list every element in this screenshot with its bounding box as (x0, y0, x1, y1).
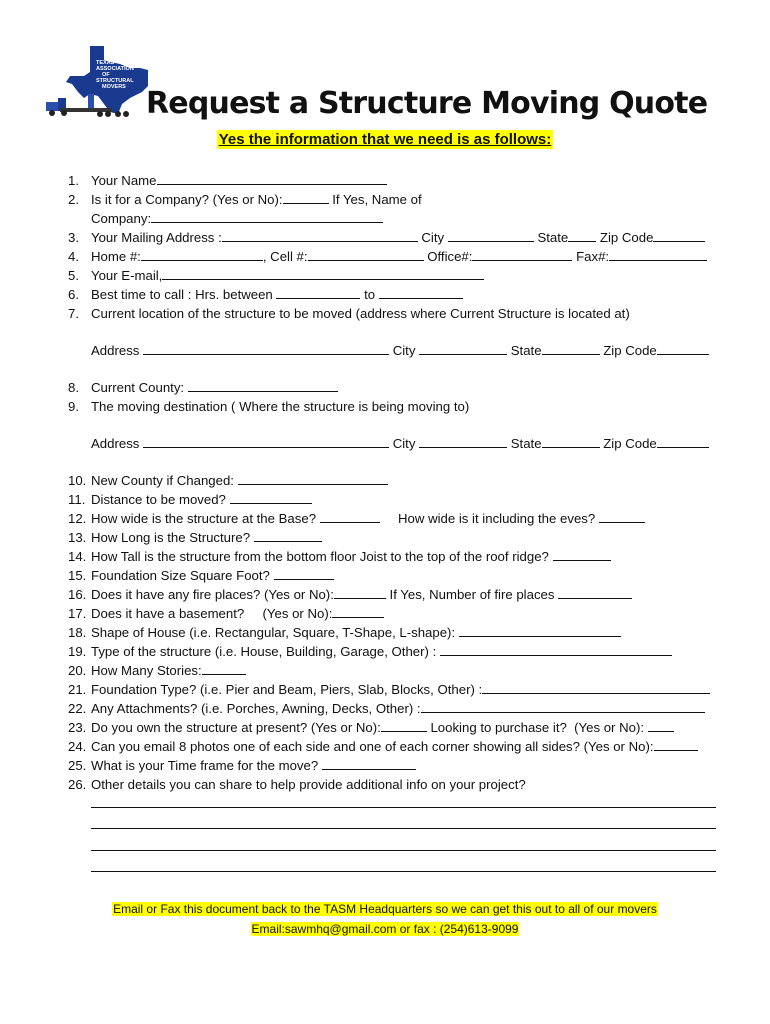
svg-text:ASSOCIATION: ASSOCIATION (96, 66, 134, 72)
item-number: 3. (68, 230, 79, 245)
base-width-field[interactable] (320, 511, 380, 523)
item-your-name: Your Name (91, 173, 387, 189)
item-length: How Long is the Structure? (91, 530, 322, 546)
item-phones: Home #: , Cell #: Office#: Fax#: (91, 249, 707, 265)
item-current-location: Current location of the structure to be moved (address where Current Structure is located at) (91, 306, 630, 321)
item-own-structure: Do you own the structure at present? (Yes or No): Looking to purchase it? (Yes or No): (91, 720, 674, 736)
item-number: 15. (68, 568, 87, 583)
cell-phone-field[interactable] (308, 249, 424, 261)
new-county-field[interactable] (238, 473, 388, 485)
email-field[interactable] (162, 268, 484, 280)
item-number: 8. (68, 380, 79, 395)
svg-text:STRUCTURAL: STRUCTURAL (96, 78, 134, 84)
item-time-frame: What is your Time frame for the move? (91, 758, 416, 774)
item-number: 23. (68, 720, 87, 735)
item-number: 13. (68, 530, 87, 545)
item-number: 22. (68, 701, 87, 716)
destination-state-field[interactable] (542, 436, 600, 448)
current-address-field[interactable] (143, 343, 389, 355)
item-number: 12. (68, 511, 87, 526)
item-number: 21. (68, 682, 87, 697)
current-zip-field[interactable] (657, 343, 709, 355)
eves-width-field[interactable] (599, 511, 645, 523)
item-stories: How Many Stories: (91, 663, 246, 679)
company-yes-no-field[interactable] (283, 192, 329, 204)
footer-contact: Email:sawmhq@gmail.com or fax : (254)613-9099 (251, 922, 519, 936)
time-frame-field[interactable] (322, 758, 416, 770)
current-address-line: Address City State Zip Code (91, 343, 709, 359)
item-number: 7. (68, 306, 79, 321)
other-details-line-4[interactable] (91, 871, 716, 872)
item-other-details: Other details you can share to help provide additional info on your project? (91, 777, 526, 792)
page-title: Request a Structure Moving Quote (146, 86, 708, 121)
current-state-field[interactable] (542, 343, 600, 355)
item-distance: Distance to be moved? (91, 492, 312, 508)
item-number: 2. (68, 192, 79, 207)
other-details-line-3[interactable] (91, 850, 716, 851)
tasm-logo (44, 42, 152, 122)
home-phone-field[interactable] (141, 249, 263, 261)
destination-address-field[interactable] (143, 436, 389, 448)
item-destination: The moving destination ( Where the structure is being moving to) (91, 399, 470, 414)
item-current-county: Current County: (91, 380, 338, 396)
current-city-field[interactable] (419, 343, 507, 355)
item-number: 6. (68, 287, 79, 302)
item-number: 26. (68, 777, 87, 792)
item-width: How wide is the structure at the Base? How wide is it including the eves? (91, 511, 645, 527)
height-field[interactable] (553, 549, 611, 561)
zip-field[interactable] (653, 230, 705, 242)
svg-text:TEXAS: TEXAS (96, 60, 115, 66)
fire-places-yes-no-field[interactable] (334, 587, 386, 599)
item-new-county: New County if Changed: (91, 473, 388, 489)
other-details-line-1[interactable] (91, 807, 716, 808)
item-number: 11. (68, 492, 86, 507)
item-number: 10. (68, 473, 87, 488)
item-attachments: Any Attachments? (i.e. Porches, Awning, Decks, Other) : (91, 701, 705, 717)
basement-field[interactable] (332, 606, 384, 618)
company-name-field[interactable] (151, 211, 383, 223)
shape-field[interactable] (459, 625, 621, 637)
item-company-name: Company: (91, 211, 383, 227)
other-details-line-2[interactable] (91, 828, 716, 829)
foundation-size-field[interactable] (274, 568, 334, 580)
item-number: 24. (68, 739, 87, 754)
destination-zip-field[interactable] (657, 436, 709, 448)
item-best-time: Best time to call : Hrs. between to (91, 287, 463, 303)
photos-field[interactable] (654, 739, 698, 751)
item-number: 17. (68, 606, 87, 621)
item-basement: Does it have a basement? (Yes or No): (91, 606, 384, 622)
item-fire-places: Does it have any fire places? (Yes or No): If Yes, Number of fire places (91, 587, 632, 603)
stories-field[interactable] (202, 663, 246, 675)
structure-type-field[interactable] (440, 644, 672, 656)
current-county-field[interactable] (188, 380, 338, 392)
item-number: 20. (68, 663, 87, 678)
item-email: Your E-mail, (91, 268, 484, 284)
attachments-field[interactable] (421, 701, 705, 713)
office-phone-field[interactable] (472, 249, 572, 261)
subtitle: Yes the information that we need is as follows: (218, 131, 552, 148)
item-number: 4. (68, 249, 79, 264)
name-field[interactable] (157, 173, 387, 185)
item-number: 14. (68, 549, 87, 564)
state-field[interactable] (568, 230, 596, 242)
city-field[interactable] (448, 230, 534, 242)
item-number: 1. (68, 173, 79, 188)
purchase-field[interactable] (648, 720, 674, 732)
footer-instructions: Email or Fax this document back to the TASM Headquarters so we can get this out to all of our movers (113, 902, 657, 916)
item-number: 25. (68, 758, 87, 773)
item-number: 9. (68, 399, 79, 414)
item-mailing-address: Your Mailing Address : City State Zip Code (91, 230, 705, 246)
item-foundation-size: Foundation Size Square Foot? (91, 568, 334, 584)
fire-places-count-field[interactable] (558, 587, 632, 599)
fax-field[interactable] (609, 249, 707, 261)
item-height: How Tall is the structure from the bottom floor Joist to the top of the roof ridge? (91, 549, 611, 565)
item-structure-type: Type of the structure (i.e. House, Building, Garage, Other) : (91, 644, 672, 660)
time-from-field[interactable] (276, 287, 360, 299)
item-number: 19. (68, 644, 87, 659)
destination-address-line: Address City State Zip Code (91, 436, 709, 452)
svg-text:MOVERS: MOVERS (102, 84, 126, 90)
svg-text:OF: OF (102, 72, 110, 78)
item-number: 16. (68, 587, 87, 602)
item-number: 18. (68, 625, 87, 640)
item-shape: Shape of House (i.e. Rectangular, Square, T-Shape, L-shape): (91, 625, 621, 641)
distance-field[interactable] (230, 492, 312, 504)
item-foundation-type: Foundation Type? (i.e. Pier and Beam, Piers, Slab, Blocks, Other) : (91, 682, 710, 698)
own-structure-field[interactable] (381, 720, 427, 732)
foundation-type-field[interactable] (482, 682, 710, 694)
length-field[interactable] (254, 530, 322, 542)
time-to-field[interactable] (379, 287, 463, 299)
destination-city-field[interactable] (419, 436, 507, 448)
mailing-address-field[interactable] (222, 230, 418, 242)
item-photos: Can you email 8 photos one of each side and one of each corner showing all sides? (Yes or No): (91, 739, 698, 755)
item-company: Is it for a Company? (Yes or No): If Yes, Name of (91, 192, 422, 207)
item-number: 5. (68, 268, 79, 283)
